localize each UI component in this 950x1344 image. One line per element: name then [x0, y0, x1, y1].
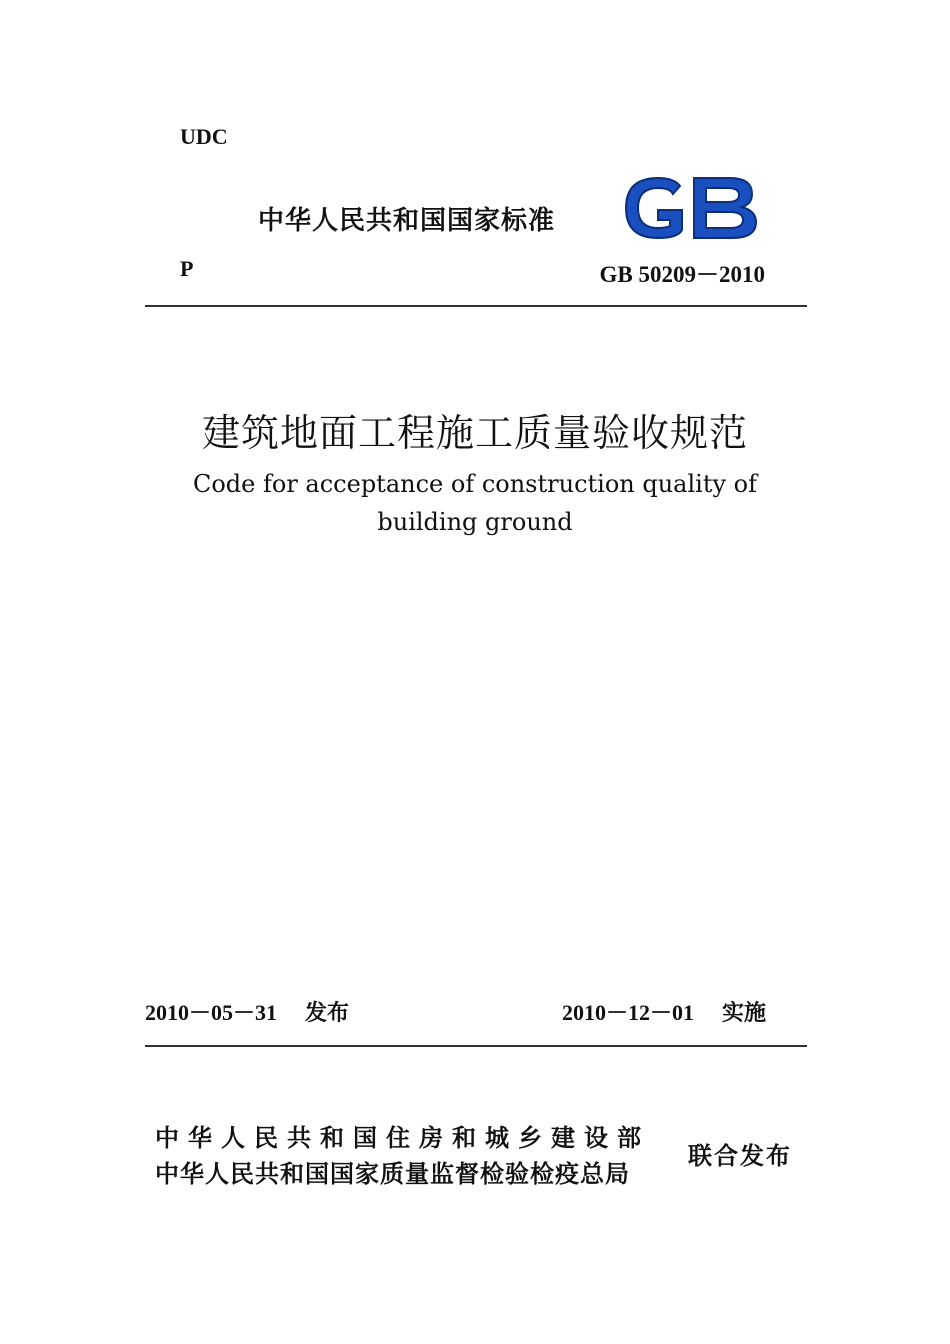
issue-label: 发布: [305, 1001, 350, 1026]
bottom-divider: [145, 1045, 807, 1047]
udc-label: UDC: [180, 124, 228, 149]
joint-issue-label: 联合发布: [688, 1142, 792, 1170]
issue-date-block: [145, 996, 349, 1027]
top-divider: [145, 305, 807, 307]
gb-logo-icon: [618, 172, 760, 244]
issuer-aqsiq: 中华人民共和国国家质量监督检验检疫总局: [155, 1160, 630, 1188]
issuer-ministry: 中华人民共和国住房和城乡建设部: [155, 1124, 650, 1152]
issue-date: 2010－05－31: [145, 1000, 278, 1025]
effective-date-block: [562, 996, 766, 1027]
effective-label: 实施: [722, 1001, 767, 1026]
standard-code: GB 50209－2010: [599, 262, 765, 287]
title-chinese: 建筑地面工程施工质量验收规范: [201, 411, 748, 455]
title-english-line1: Code for acceptance of construction quality of: [192, 470, 758, 498]
category-letter: P: [180, 256, 194, 281]
standard-type: 中华人民共和国国家标准: [258, 206, 556, 236]
effective-date: 2010－12－01: [562, 1000, 695, 1025]
title-english-line2: building ground: [377, 508, 573, 536]
